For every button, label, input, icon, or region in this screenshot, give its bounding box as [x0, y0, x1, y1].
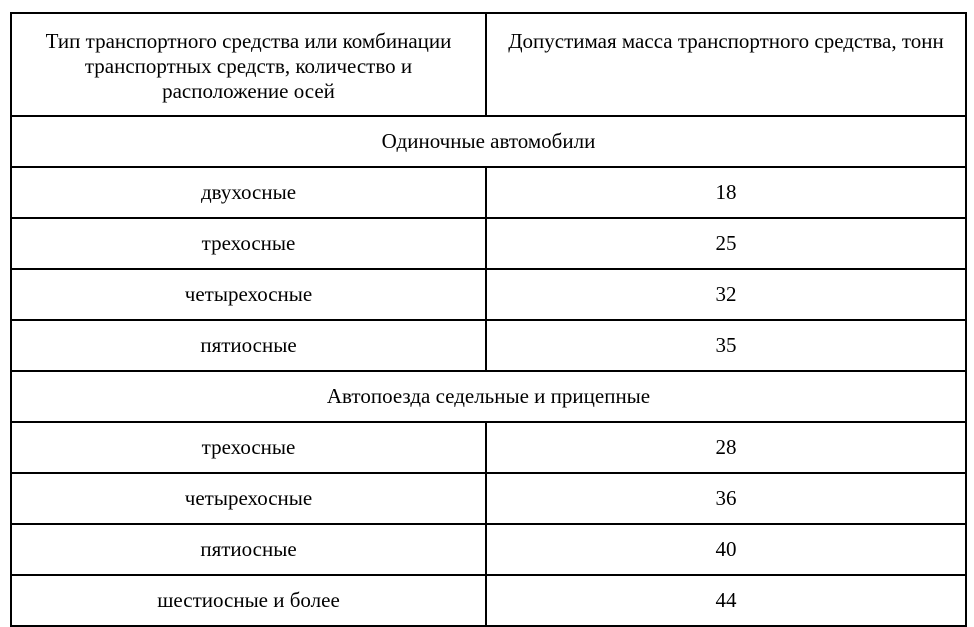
table-row: [11, 473, 966, 524]
mass-cell: 35: [486, 320, 966, 371]
table-row: [11, 218, 966, 269]
vehicle-type-cell: пятиосные: [11, 524, 486, 575]
vehicle-type-cell: четырехосные: [11, 269, 486, 320]
vehicle-type-cell: четырехосные: [11, 473, 486, 524]
mass-cell: 18: [486, 167, 966, 218]
table-row: [11, 524, 966, 575]
mass-cell: 36: [486, 473, 966, 524]
vehicle-type-cell: пятиосные: [11, 320, 486, 371]
table-body: [11, 13, 966, 626]
vehicle-mass-table: [10, 12, 967, 627]
table-row: [11, 320, 966, 371]
table-row: [11, 269, 966, 320]
section-title: Автопоезда седельные и прицепные: [11, 371, 966, 422]
table-row: [11, 575, 966, 626]
section-row-single-vehicles: [11, 116, 966, 167]
table-row: [11, 167, 966, 218]
mass-cell: 25: [486, 218, 966, 269]
vehicle-type-cell: трехосные: [11, 218, 486, 269]
section-title: Одиночные автомобили: [11, 116, 966, 167]
mass-cell: 28: [486, 422, 966, 473]
vehicle-type-cell: трехосные: [11, 422, 486, 473]
table-row: [11, 422, 966, 473]
vehicle-type-cell: шестиосные и более: [11, 575, 486, 626]
mass-cell: 44: [486, 575, 966, 626]
table-header-row: [11, 13, 966, 116]
header-vehicle-type: Тип транспортного средства или комбинации транспортных средств, количество и расположение осей: [11, 13, 486, 116]
section-row-road-trains: [11, 371, 966, 422]
header-permissible-mass: Допустимая масса транспортного средства, тонн: [486, 13, 966, 116]
mass-cell: 40: [486, 524, 966, 575]
vehicle-type-cell: двухосные: [11, 167, 486, 218]
mass-cell: 32: [486, 269, 966, 320]
